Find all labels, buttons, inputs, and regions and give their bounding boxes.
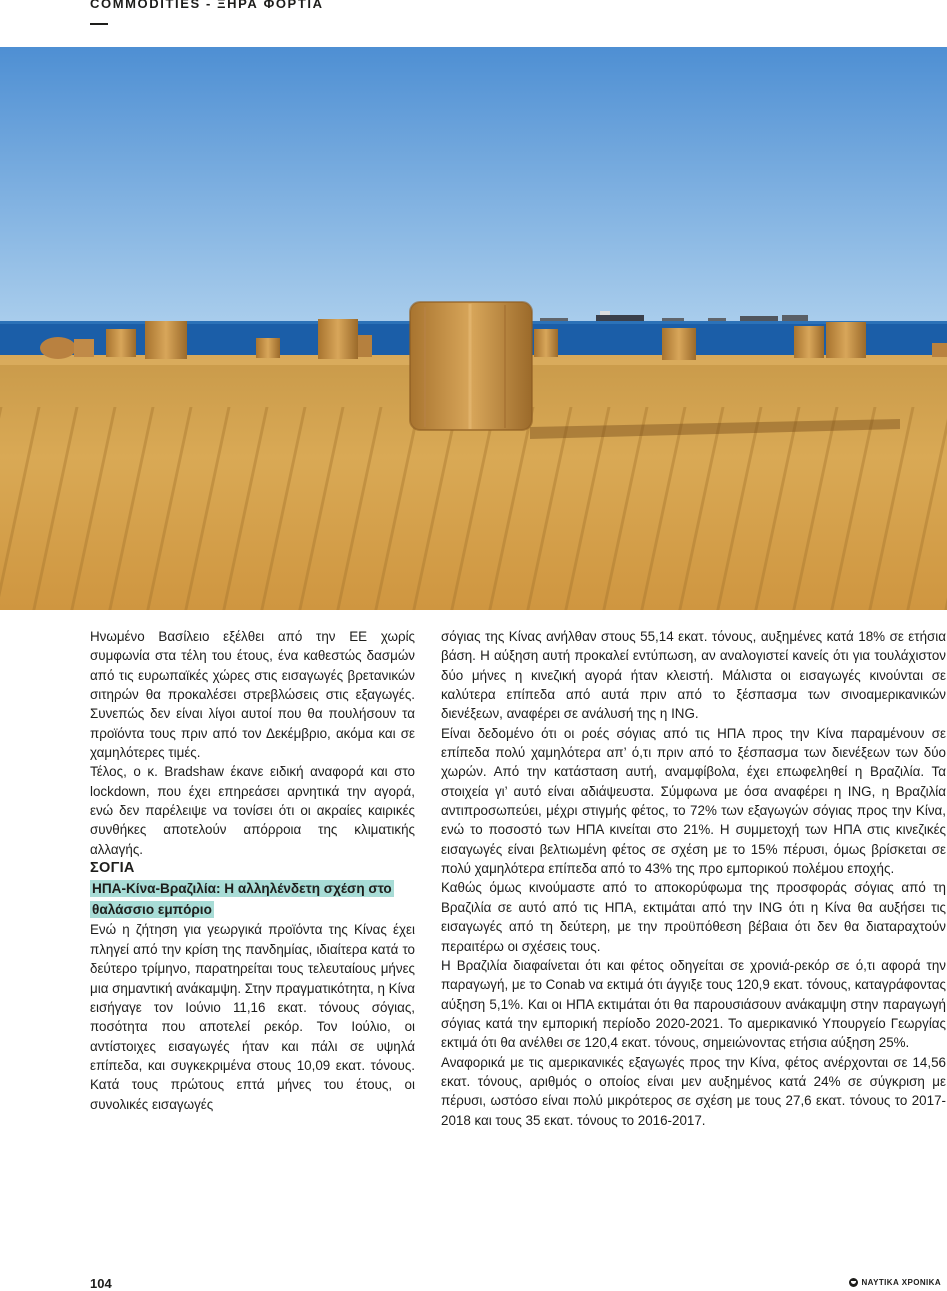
paragraph: Είναι δεδομένο ότι οι ροές σόγιας από τις ΗΠΑ προς την Κίνα παραμένουν σε επίπεδα πολύ χαμηλότερα απ’ ό,τι πριν από το ξέσπασμα των διενέξεων των δύο χωρών. Από την κατάσταση αυτή, αναμφίβολα, έχει επωφεληθεί η Βραζιλία. Τα στοιχεία γι’ αυτό είναι αδιάψευστα. Σύμφωνα με όσα αναφέρει η ING, η Βραζιλία αντιπροσωπεύει, μέχρι στιγμής φέτος, το 72% των εξαγωγών σόγιας προς την Κίνα, ενώ το ποσοστό των ΗΠΑ κινείται στο 21%. Η συμμετοχή των ΗΠΑ στις κινεζικές εισαγωγές είναι βελτιωμένη φέτος σε σχέση με το 15% πέρυσι, όμως βρίσκεται σε πολύ χαμηλότερα επίπεδα από το 43% της προ εμπορικού πολέμου εποχής. <box>441 725 946 877</box>
left-column <box>90 627 415 1114</box>
brand-logo-icon <box>849 1278 858 1287</box>
page-number: 104 <box>90 1276 112 1291</box>
paragraph: Η Βραζιλία διαφαίνεται ότι και φέτος οδηγείται σε χρονιά-ρεκόρ σε ό,τι αφορά την παραγωγή, με το Conab να εκτιμά ότι άγγιξε τους 120,9 εκατ. τόνους, καταγράφοντας αύξηση 5,1%. Και οι ΗΠΑ εκτιμάται ότι θα παρουσιάσουν ανάκαμψη στην παραγωγή σόγιας κατά την εμπορική περίοδο 2020-2021. Το αμερικανικό Υπουργείο Γεωργίας εκτιμά ότι θα ανέλθει σε 120,4 εκατ. τόνους, σημειώνοντας ετήσια αύξηση 25%. <box>441 957 946 1051</box>
brand-name: ΝΑΥΤΙΚΑ ΧΡΟΝΙΚΑ <box>861 1278 941 1287</box>
header-rule <box>90 23 108 25</box>
hay-bales-photo <box>0 47 947 610</box>
kicker-text: ΗΠΑ-Κίνα-Βραζιλία: Η αλληλένδετη σχέση στο θαλάσσιο εμπόριο <box>92 881 392 918</box>
kicker-heading <box>90 878 415 920</box>
paragraph: Τέλος, ο κ. Bradshaw έκανε ειδική αναφορά και στο lockdown, που έχει επηρεάσει αρνητικά την αγορά, ενώ δεν παρέλειψε να τονίσει ότι οι ακραίες καιρικές συνθήκες αποτελούν απόρροια της κλιματικής αλλαγής. <box>90 764 415 857</box>
footer-brand <box>849 1278 942 1287</box>
section-header: COMMODITIES - ΞΗΡΑ ΦΟΡΤΙΑ <box>90 0 324 11</box>
paragraph: Καθώς όμως κινούμαστε από το αποκορύφωμα της προσφοράς σόγιας από τη Βραζιλία σε αυτό από τις ΗΠΑ, εκτιμάται από την ING ότι η Κίνα θα αυξήσει τις εισαγωγές από τη δεύτερη, με την προϋπόθεση βέβαια ότι δεν θα διαταραχτούν περαιτέρω οι σχέσεις τους. <box>441 880 946 954</box>
paragraph: Αναφορικά με τις αμερικανικές εξαγωγές προς την Κίνα, φέτος ανέρχονται σε 14,56 εκατ. τόνους, αριθμός ο οποίος είναι μεν αυξημένος κατά 24% σε σύγκριση με πέρυσι, ωστόσο είναι πολύ μικρότερος σε σχέση με τους 27,6 εκατ. τόνους το 2017-2018 και τους 35 εκατ. τόνους το 2016-2017. <box>441 1054 946 1128</box>
paragraph: Ηνωμένο Βασίλειο εξέλθει από την ΕΕ χωρίς συμφωνία στα τέλη του έτους, ένα καθεστώς δασμών από τις ευρωπαϊκές χώρες στις εισαγωγές βρετανικών σιτηρών θα προκαλέσει στρεβλώσεις στις εξαγωγές. Συνεπώς δεν είναι λίγοι αυτοί που θα πουλήσουν τα προϊόντα τους πριν από τον Δεκέμβριο, ακόμα και σε χαμηλότερες τιμές. <box>90 629 415 761</box>
paragraph: σόγιας της Κίνας ανήλθαν στους 55,14 εκατ. τόνους, αυξημένες κατά 18% σε ετήσια βάση. Η αύξηση αυτή προκαλεί εντύπωση, αν αναλογιστεί κανείς ότι για τουλάχιστον δύο μήνες η κινεζική αγορά ήταν κλειστή. Μάλιστα οι εισαγωγές κινούνται σε καλύτερα επίπεδα από αυτά πριν από το ξέσπασμα των σινοαμερικανικών διενέξεων, αναφέρει σε ανάλυσή της η ING. <box>441 629 946 722</box>
right-column <box>441 627 946 1130</box>
subheading: ΣΟΓΙΑ <box>90 860 135 877</box>
paragraph: Ενώ η ζήτηση για γεωργικά προϊόντα της Κίνας έχει πληγεί από την κρίση της πανδημίας, ιδιαίτερα κατά το δεύτερο τρίμηνο, παρατηρείται τους τελευταίους μήνες μια σημαντική ανάκαμψη. Στην πραγματικότητα, η Κίνα εισήγαγε τον Ιούνιο 11,16 εκατ. τόνους σόγιας, ποσότητα που αποτελεί ρεκόρ. Τον Ιούλιο, οι αντίστοιχες εισαγωγές ήταν και πάλι σε υψηλά επίπεδα, και συγκεκριμένα στους 10,09 εκατ. τόνους. Κατά τους πρώτους επτά μήνες του έτους, οι συνολικές εισαγωγές <box>90 922 415 1112</box>
